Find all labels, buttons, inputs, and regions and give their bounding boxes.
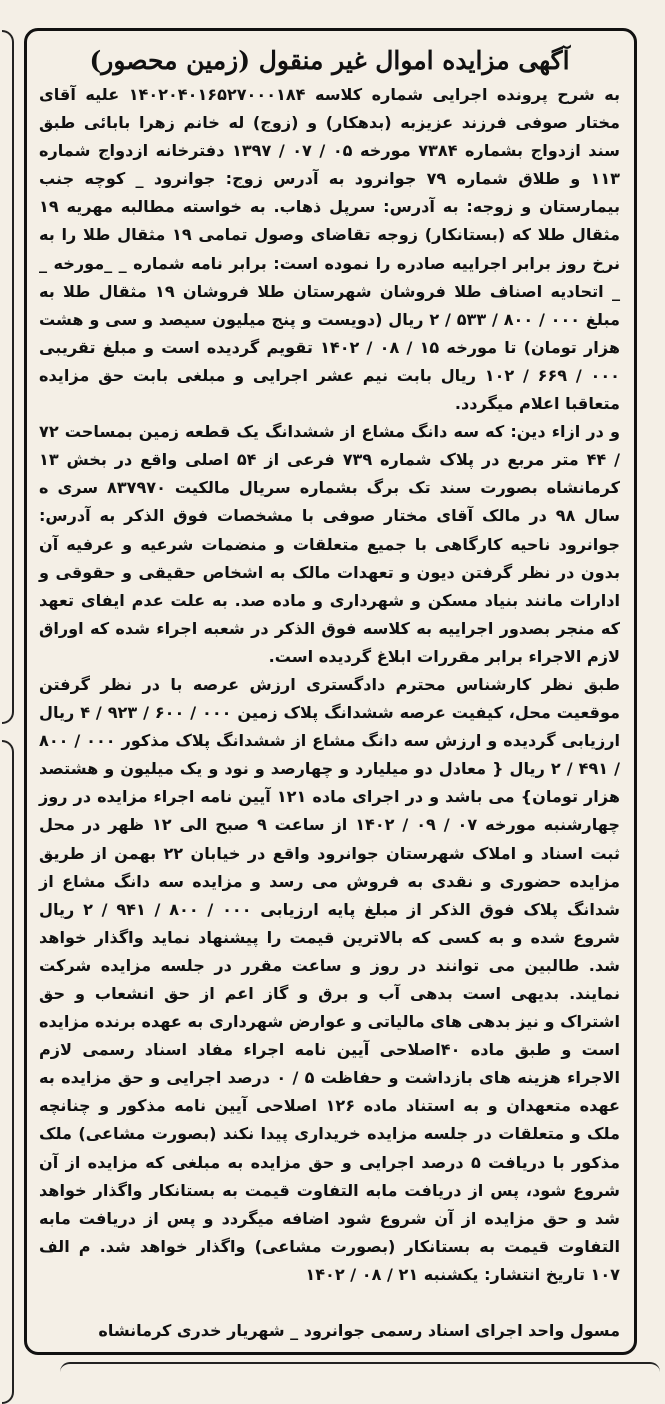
column-rule-top — [2, 30, 14, 724]
auction-notice-box — [24, 28, 637, 1355]
notice-paragraph-property: و در ازاء دین: که سه دانگ مشاع از ششدانگ یک قطعه زمین بمساحت ۷۲ / ۴۴ متر مربع در پلاک شماره ۷۳۹ فرعی از ۵۴ اصلی واقع در بخش ۱۳ کرمانشاه بصورت سند تک برگ بشماره سریال مالکیت ۸۳۷۹۷۰ سری ه سال ۹۸ در مالک آقای مختار صوفی با مشخصات فوق الذکر به آدرس: جوانرود ناحیه کارگاهی با جمیع متعلقات و منضمات شرعیه و عرفیه آن بدون در نظر گرفتن دیون و تعهدات مالک به اشخاص حقیقی و حقوقی و ادارات مانند بنیاد مسکن و شهرداری و ماده صد. به علت عدم ایفای تعهد که منجر بصدور اجراییه به کلاسه فوق الذکر در شعبه اجراء شده که اوراق لازم الاجراء برابر مقررات ابلاغ گردیده است. — [39, 422, 621, 666]
column-rule-bottom — [2, 740, 14, 1404]
next-notice-edge — [60, 1362, 660, 1384]
notice-title: آگهی مزایده اموال غیر منقول (زمین محصور) — [89, 46, 570, 75]
notice-paragraph-auction-terms: طبق نظر کارشناس محترم دادگستری ارزش عرصه با در نظر گرفتن موقعیت محل، کیفیت عرصه ششدانگ پلاک زمین ۰۰۰ / ۶۰۰ / ۹۲۳ / ۴ ریال ارزیابی گردیده و ارزش سه دانگ مشاع از ششدانگ پلاک مذکور ۰۰۰ / ۸۰۰ / ۴۹۱ / ۲ ریال { معادل دو میلیارد و چهارصد و نود و یک میلیون و هشتصد هزار تومان} می باشد و در اجرای ماده ۱۲۱ آیین نامه اجراء مزایده در روز چهارشنبه مورخه ۰۷ / ۰۹ / ۱۴۰۲ از ساعت ۹ صبح الی ۱۲ ظهر در محل ثبت اسناد و املاک شهرستان جوانرود واقع در خیابان ۲۲ بهمن از طریق مزایده حضوری و نقدی به فروش می رسد و مزایده سه دانگ مشاع از شدانگ پلاک فوق الذکر از مبلغ پایه ارزیابی ۰۰۰ / ۸۰۰ / ۹۴۱ / ۲ ریال شروع شده و به کسی که بالاترین قیمت را پیشنهاد نماید واگذار خواهد شد. طالبین می توانند در روز و ساعت مقرر در جلسه مزایده شرکت نمایند. بدیهی است بدهی آب و برق و گاز اعم از حق انشعاب و حق اشتراک و نیز بدهی های مالیاتی و عوارض شهرداری به عهده برنده مزایده است و طبق ماده ۴۰اصلاحی آیین نامه اجراء مفاد اسناد رسمی لازم الاجراء هزینه های بازداشت و حفاظت ۵ / ۰ درصد اجرایی و حق مزایده به عهده متعهدان و به استناد ماده ۱۲۶ اصلاحی آیین نامه مذکور و چنانچه ملک و متعلقات در جلسه مزایده خریداری پیدا نکند (بصورت مشاعی) ملک مذکور با دریافت ۵ درصد اجرایی و حق مزایده به مبلغی که مزایده از آن شروع شود، پس از دریافت مابه التفاوت قیمت به بستانکار واگذار خواهد شد و حق مزایده از آن شروع شود اضافه میگردد و پس از دریافت مابه التفاوت قیمت به بستانکار (بصورت مشاعی) واگذار خواهد شد. م الف ۱۰۷ تاریخ انتشار: یکشنبه ۲۱ / ۰۸ / ۱۴۰۲ — [39, 674, 621, 1284]
notice-paragraph-case: به شرح پرونده اجرایی شماره کلاسه ۱۴۰۲۰۴۰۱۶۵۲۷۰۰۰۱۸۴ علیه آقای مختار صوفی فرزند عزیزبه (بدهکار) و (زوج) له خانم زهرا بابائی طبق سند ازدواج بشماره ۷۳۸۴ مورخه ۰۵ / ۰۷ / ۱۳۹۷ دفترخانه ازدواج شماره ۱۱۳ و طلاق شماره ۷۹ جوانرود به آدرس زوج: جوانرود _ کوچه جنب بیمارستان و زوجه: به آدرس: سرپل ذهاب. به خواسته مطالبه مهریه ۱۹ مثقال طلا که (بستانکار) زوجه تقاضای وصول تمامی ۱۹ مثقال طلا را به نرخ روز برابر اجراییه صادره را نموده است: برابر نامه شماره _ _مورخه _ _ اتحادیه اصناف طلا فروشان شهرستان طلا فروشان ۱۹ مثقال طلا به مبلغ ۰۰۰ / ۸۰۰ / ۵۳۳ / ۲ ریال (دویست و پنج میلیون سیصد و سی و هشت هزار تومان) تا مورخه ۱۵ / ۰۸ / ۱۴۰۲ تقویم گردیده است و مبلغ تقریبی ۰۰۰ / ۶۶۹ / ۱۰۲ ریال بابت نیم عشر اجرایی و مبلغی بابت حق مزایده متعاقبا اعلام میگردد. — [39, 85, 621, 414]
notice-signature: مسول واحد اجرای اسناد رسمی جوانرود _ شهریار خدری کرمانشاه — [98, 1321, 620, 1340]
